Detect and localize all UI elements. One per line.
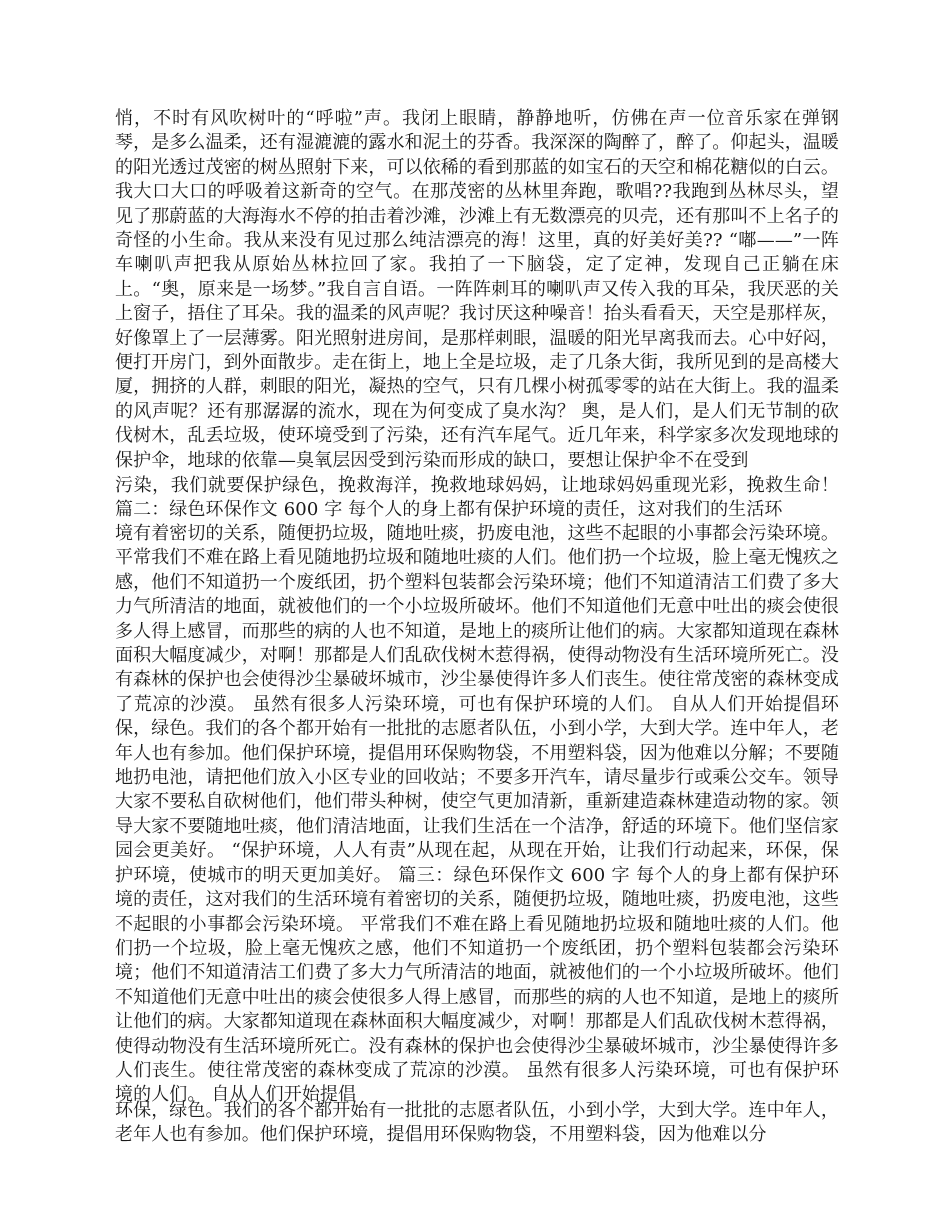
paragraph-text: 境有着密切的关系，随便扔垃圾，随地吐痰，扔废电池，这些不起眼的小事都会污染环境。 平常我们不难在路上看见随地扔垃圾和随地吐痰的人们。他们扔一个垃圾，脸上毫无愧疚之感，他们不知道扔一个废纸团，扔个塑料包装都会污染环境；他们不知道清洁工们费了多大力气所清洁的地面，就被他们的一个小垃圾所破坏。他们不知道他们无意中吐出的痰会使很多人得上感冒，而那些的病的人也不知道，是地上的痰所让他们的病。大家都知道现在森林面积大幅度减少，对啊！那都是人们乱砍伐树木惹得祸，使得动物没有生活环境所死亡。没有森林的保护也会使得沙尘暴破坏城市，沙尘暴使得许多人们丧生。使往常茂密的森林变成了荒凉的沙漠。 虽然有很多人污染环境，可也有保护环境的人们。 自从人们开始提倡环保，绿色。我们的各个都开始有一批批的志愿者队伍，小到小学，大到大学。连中年人，老年人也有参加。他们保护环境，提倡用环保购物袋，不用塑料袋，因为他难以分解；不要随地扔电池，请把他们放入小区专业的回收站；不要多开汽车，请尽量步行或乘公交车。领导大家不要私自砍树他们，他们带头种树，使空气更加清新，重新建造森林建造动物的家。领导大家不要随地吐痰，他们清洁地面，让我们生活在一个洁净，舒适的环境下。他们坚信家园会更美好。 “保护环境，人人有责”从现在起，从现在开始，让我们行动起来，环保，保护环境，使城市的明天更加美好。 篇三：绿色环保作文 600 字 每个人的身上都有保护环境的责任，这对我们的生活环境有着密切的关系，随便扔垃圾，随地吐痰，扔废电池，这些不起眼的小事都会污染环境。 平常我们不难在路上看见随地扔垃圾和随地吐痰的人们。他们扔一个垃圾，脸上毫无愧疚之感，他们不知道扔一个废纸团，扔个塑料包装都会污染环境；他们不知道清洁工们费了多大力气所清洁的地面，就被他们的一个小垃圾所破坏。他们不知道他们无意中吐出的痰会使很多人得上感冒，而那些的病的人也不知道，是地上的痰所让他们的病。大家都知道现在森林面积大幅度减少，对啊！那都是人们乱砍伐树木惹得祸，使得动物没有生活环境所死亡。没有森林的保护也会使得沙尘暴破坏城市，沙尘暴使得许多人们丧生。使往常茂密的森林变成了荒凉的沙漠。 虽然有很多人污染环境，可也有保护环境的人们。 自从人们开始提倡 <box>115 523 839 1106</box>
paragraph-text: 污染，我们就要保护绿色，挽救海洋，挽救地球妈妈，让地球妈妈重现光彩，挽救生命！ 篇二：绿色环保作文 600 字 每个人的身上都有保护环境的责任，这对我们的生活环 <box>115 475 839 521</box>
paragraph-text: 环保，绿色。我们的各个都开始有一批批的志愿者队伍，小到小学，大到大学。连中年人，老年人也有参加。他们保护环境，提倡用环保购物袋，不用塑料袋，因为他难以分 <box>115 1100 839 1146</box>
paragraph-text: 悄，不时有风吹树叶的“呼啦”声。我闭上眼睛，静静地听，仿佛在声一位音乐家在弹钢琴，是多么温柔，还有湿漉漉的露水和泥土的芬香。我深深的陶醉了，醉了。仰起头，温暖的阳光透过茂密的树丛照射下来，可以依稀的看到那蓝的如宝石的天空和棉花糖似的白云。我大口大口的呼吸着这新奇的空气。在那茂密的丛林里奔跑，歌唱??我跑到丛林尽头，望见了那蔚蓝的大海海水不停的拍击着沙滩，沙滩上有无数漂亮的贝壳，还有那叫不上名子的奇怪的小生命。我从来没有见过那么纯洁漂亮的海！这里，真的好美好美?? “嘟——”一阵车喇叭声把我从原始丛林拉回了家。我拍了一下脑袋，定了定神，发现自己正躺在床上。“奥，原来是一场梦。”我自言自语。一阵阵刺耳的喇叭声又传入我的耳朵，我厌恶的关上窗子，捂住了耳朵。我的温柔的风声呢？我讨厌这种噪音！抬头看看天，天空是那样灰，好像罩上了一层薄雾。阳光照射进房间，是那样刺眼，温暖的阳光早离我而去。心中好闷，便打开房门，到外面散步。走在街上，地上全是垃圾，走了几条大街，我所见到的是高楼大厦，拥挤的人群，刺眼的阳光，凝热的空气，只有几棵小树孤零零的站在大街上。我的温柔的风声呢？还有那潺潺的流水，现在为何变成了臭水沟？ 奥，是人们，是人们无节制的砍伐树木，乱丢垃圾，使环境受到了污染，还有汽车尾气。近几年来，科学家多次发现地球的保护伞，地球的依靠—臭氧层因受到污染而形成的缺口，要想让保护伞不在受到 <box>115 108 839 471</box>
